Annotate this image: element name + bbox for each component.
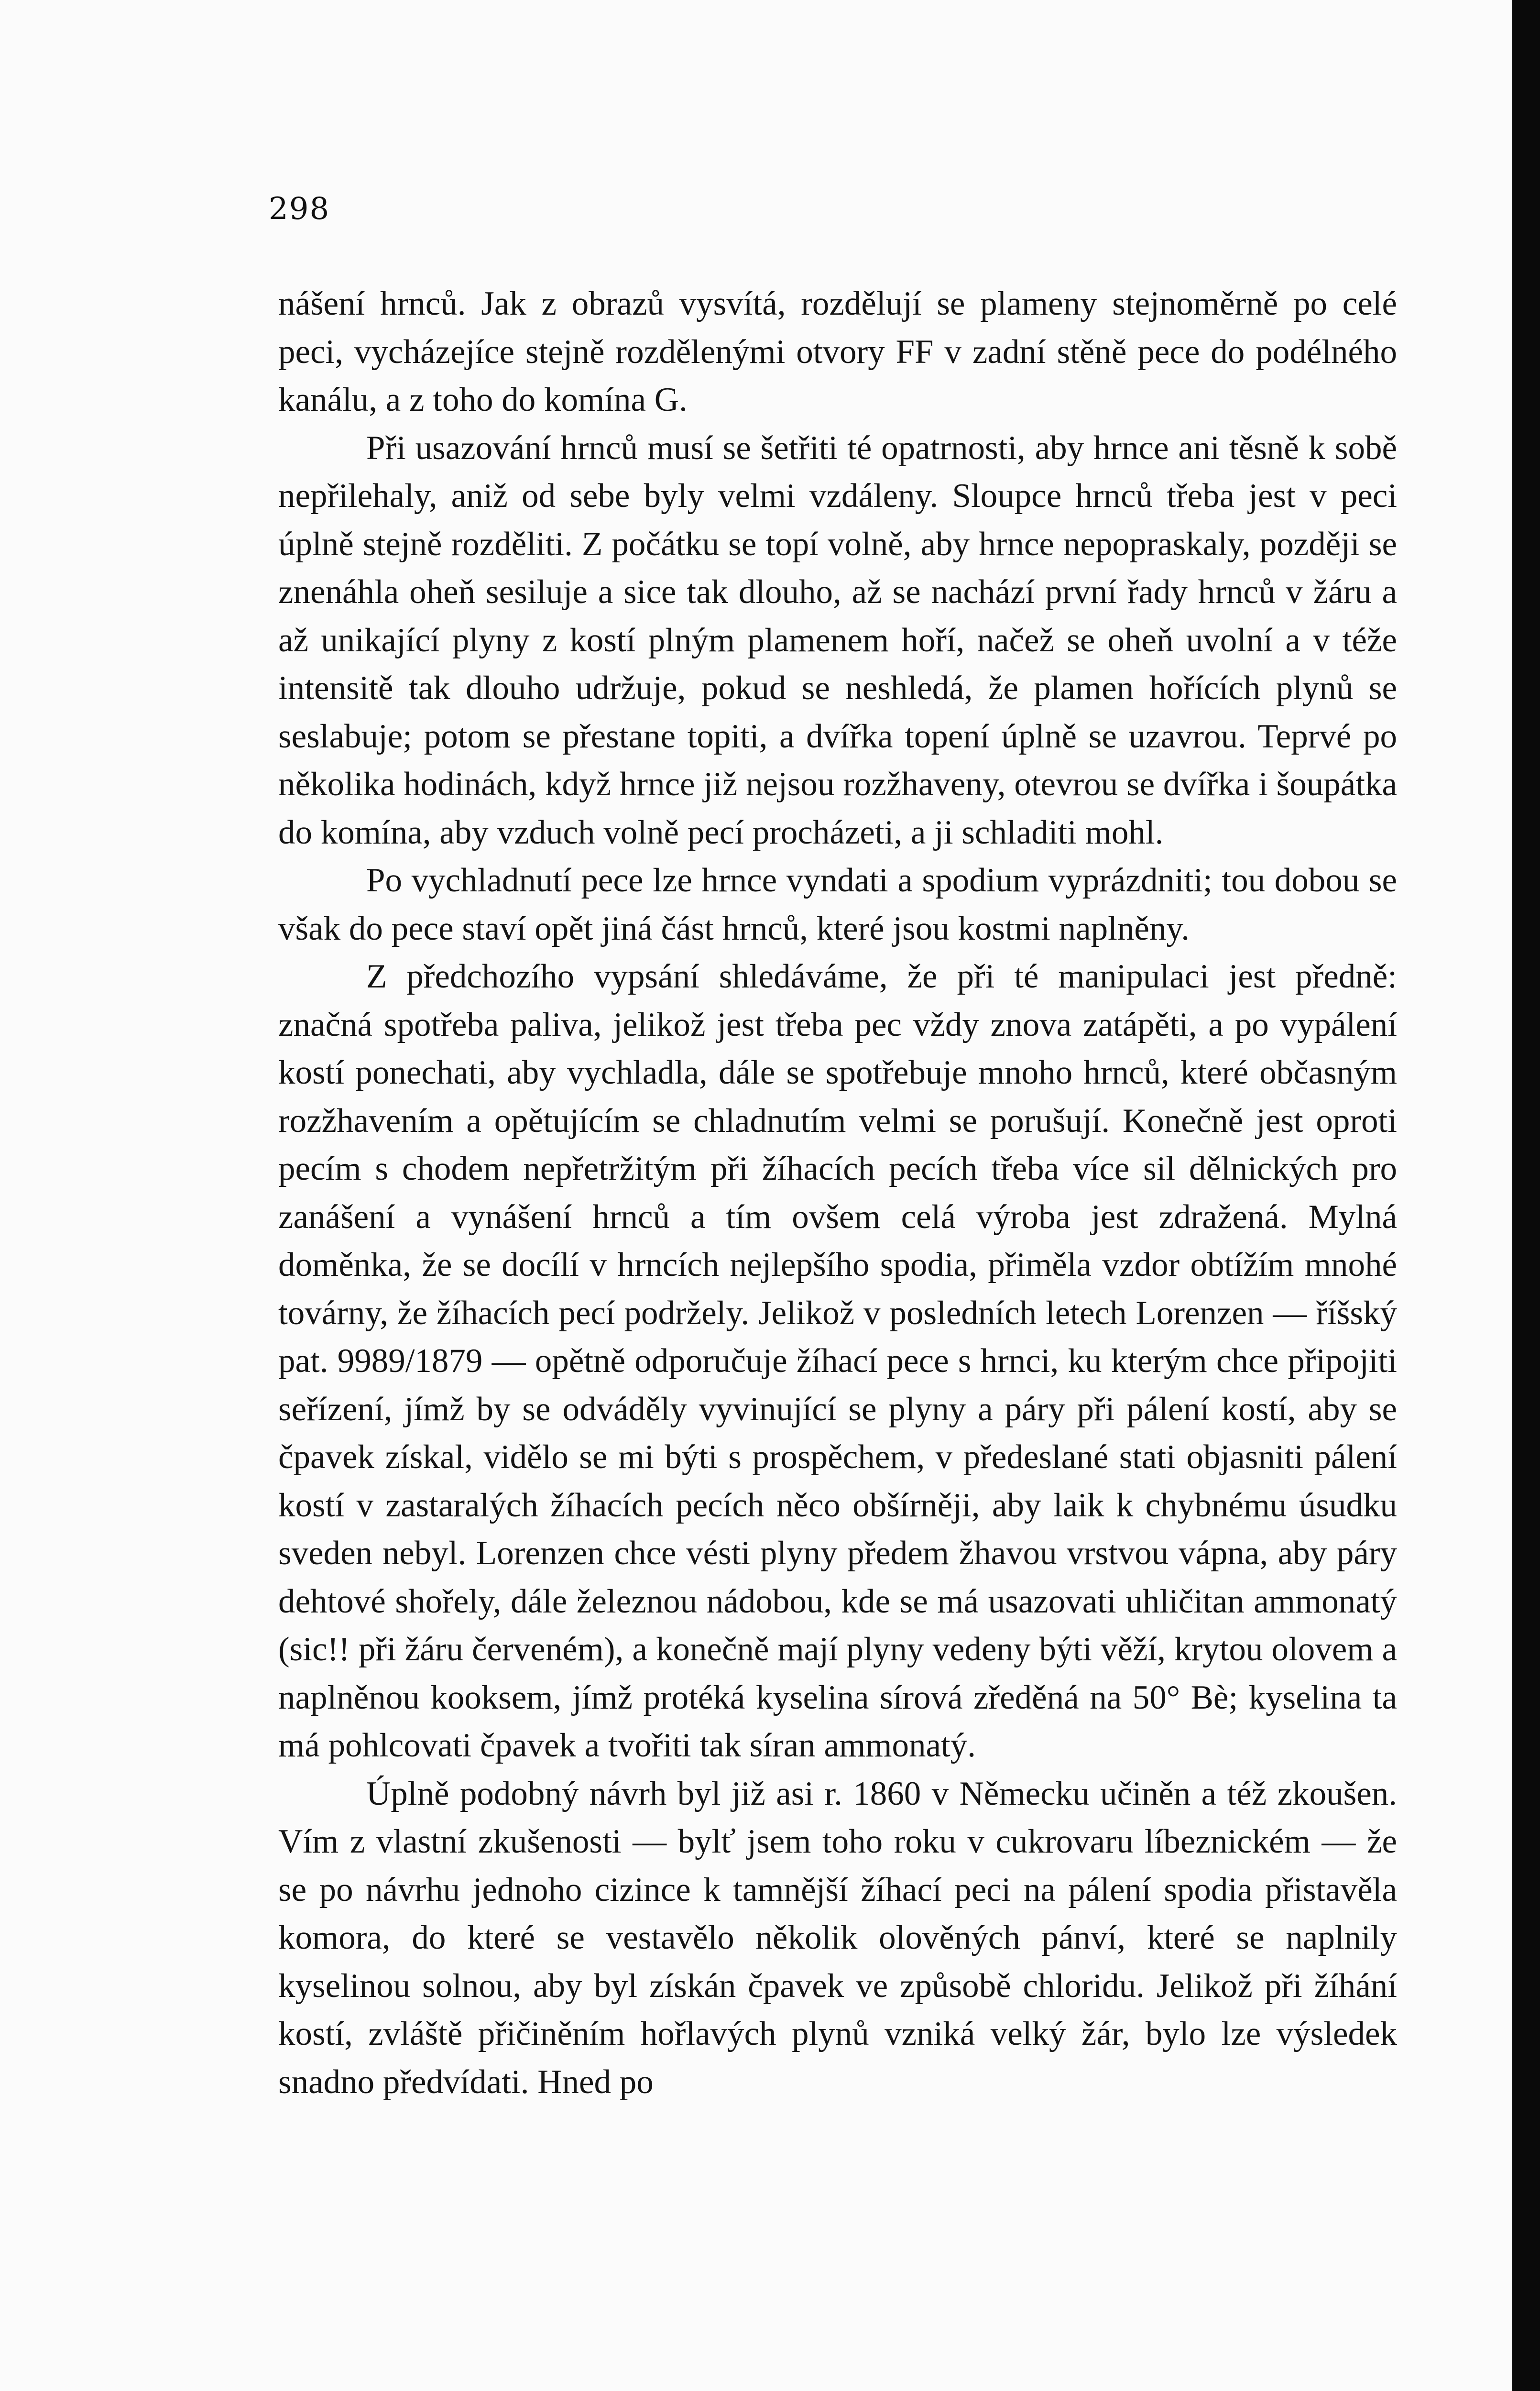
paragraph-2: Při usazování hrnců musí se šetřiti té opatrnosti, aby hrnce ani těsně k sobě nepřilehaly, aniž od sebe byly velmi vzdáleny. Sloupce hrnců třeba jest v peci úplně stejně rozděliti. Z počátku se topí volně, aby hrnce nepopraskaly, později se znenáhla oheň sesiluje a sice tak dlouho, až se nachází první řady hrnců v žáru a až unikající plyny z kostí plným plamenem hoří, načež se oheň uvolní a v téže intensitě tak dlouho udržuje, pokud se neshledá, že plamen hořících plynů se seslabuje; potom se přestane topiti, a dvířka topení úplně se uzavrou. Teprvé po několika hodinách, když hrnce již nejsou rozžhaveny, otevrou se dvířka i šoupátka do komína, aby vzduch volně pecí procházeti, a ji schladiti mohl. (278, 429, 1397, 851)
paragraph-1: nášení hrnců. Jak z obrazů vysvítá, rozdělují se plameny stejnoměrně po celé peci, vycházejíce stejně rozdělenými otvory FF v zadní stěně pece do podélného kanálu, a z toho do komína G. (278, 285, 1397, 418)
paragraph-4: Z předchozího vypsání shledáváme, že při té manipulaci jest předně: značná spotřeba paliva, jelikož jest třeba pec vždy znova zatápěti, a po vypálení kostí ponechati, aby vychladla, dále se spotřebuje mnoho hrnců, které občasným rozžhavením a opětujícím se chladnutím velmi se porušují. Konečně jest oproti pecím s chodem nepřetržitým při žíhacích pecích třeba více sil dělnických pro zanášení a vynášení hrnců a tím ovšem celá výroba jest zdražená. Mylná doměnka, že se docílí v hrncích nejlepšího spodia, přiměla vzdor obtížím mnohé továrny, že žíhacích pecí podržely. Jelikož v posledních letech Lorenzen — říšský pat. 9989/1879 — opětně odporučuje žíhací pece s hrnci, ku kterým chce připojiti seřízení, jímž by se odváděly vyvinující se plyny a páry při pálení kostí, aby se čpavek získal, vidělo se mi býti s prospěchem, v předeslané stati objasniti pálení kostí v zastaralých žíhacích pecích něco obšírněji, aby laik k chybnému úsudku sveden nebyl. Lorenzen chce vésti plyny předem žhavou vrstvou vápna, aby páry dehtové shořely, dále železnou nádobou, kde se má usazovati uhličitan ammonatý (sic!! při žáru červeném), a konečně mají plyny vedeny býti věží, krytou olovem a naplněnou kooksem, jímž protéká kyselina sírová zředěná na 50° Bè; kyselina ta má pohlcovati čpavek a tvořiti tak síran ammonatý. (278, 958, 1397, 1764)
page-number: 298 (269, 191, 330, 227)
paragraph-5: Úplně podobný návrh byl již asi r. 1860 v Německu učiněn a též zkoušen. Vím z vlastní zkušenosti — bylť jsem toho roku v cukrovaru líbeznickém — že se po návrhu jednoho cizince k tamnější žíhací peci na pálení spodia přistavěla komora, do které se vestavělo několik olověných pánví, které se naplnily kyselinou solnou, aby byl získán čpavek ve způsobě chloridu. Jelikož při žíhání kostí, zvláště přičiněním hořlavých plynů vzniká velký žár, bylo lze výsledek snadno předvídati. Hned po (278, 1775, 1397, 2101)
scan-border (1512, 0, 1540, 2391)
paragraph-3: Po vychladnutí pece lze hrnce vyndati a spodium vyprázdniti; tou dobou se však do pece staví opět jiná část hrnců, které jsou kostmi naplněny. (278, 862, 1397, 947)
page-body (278, 280, 1397, 2106)
